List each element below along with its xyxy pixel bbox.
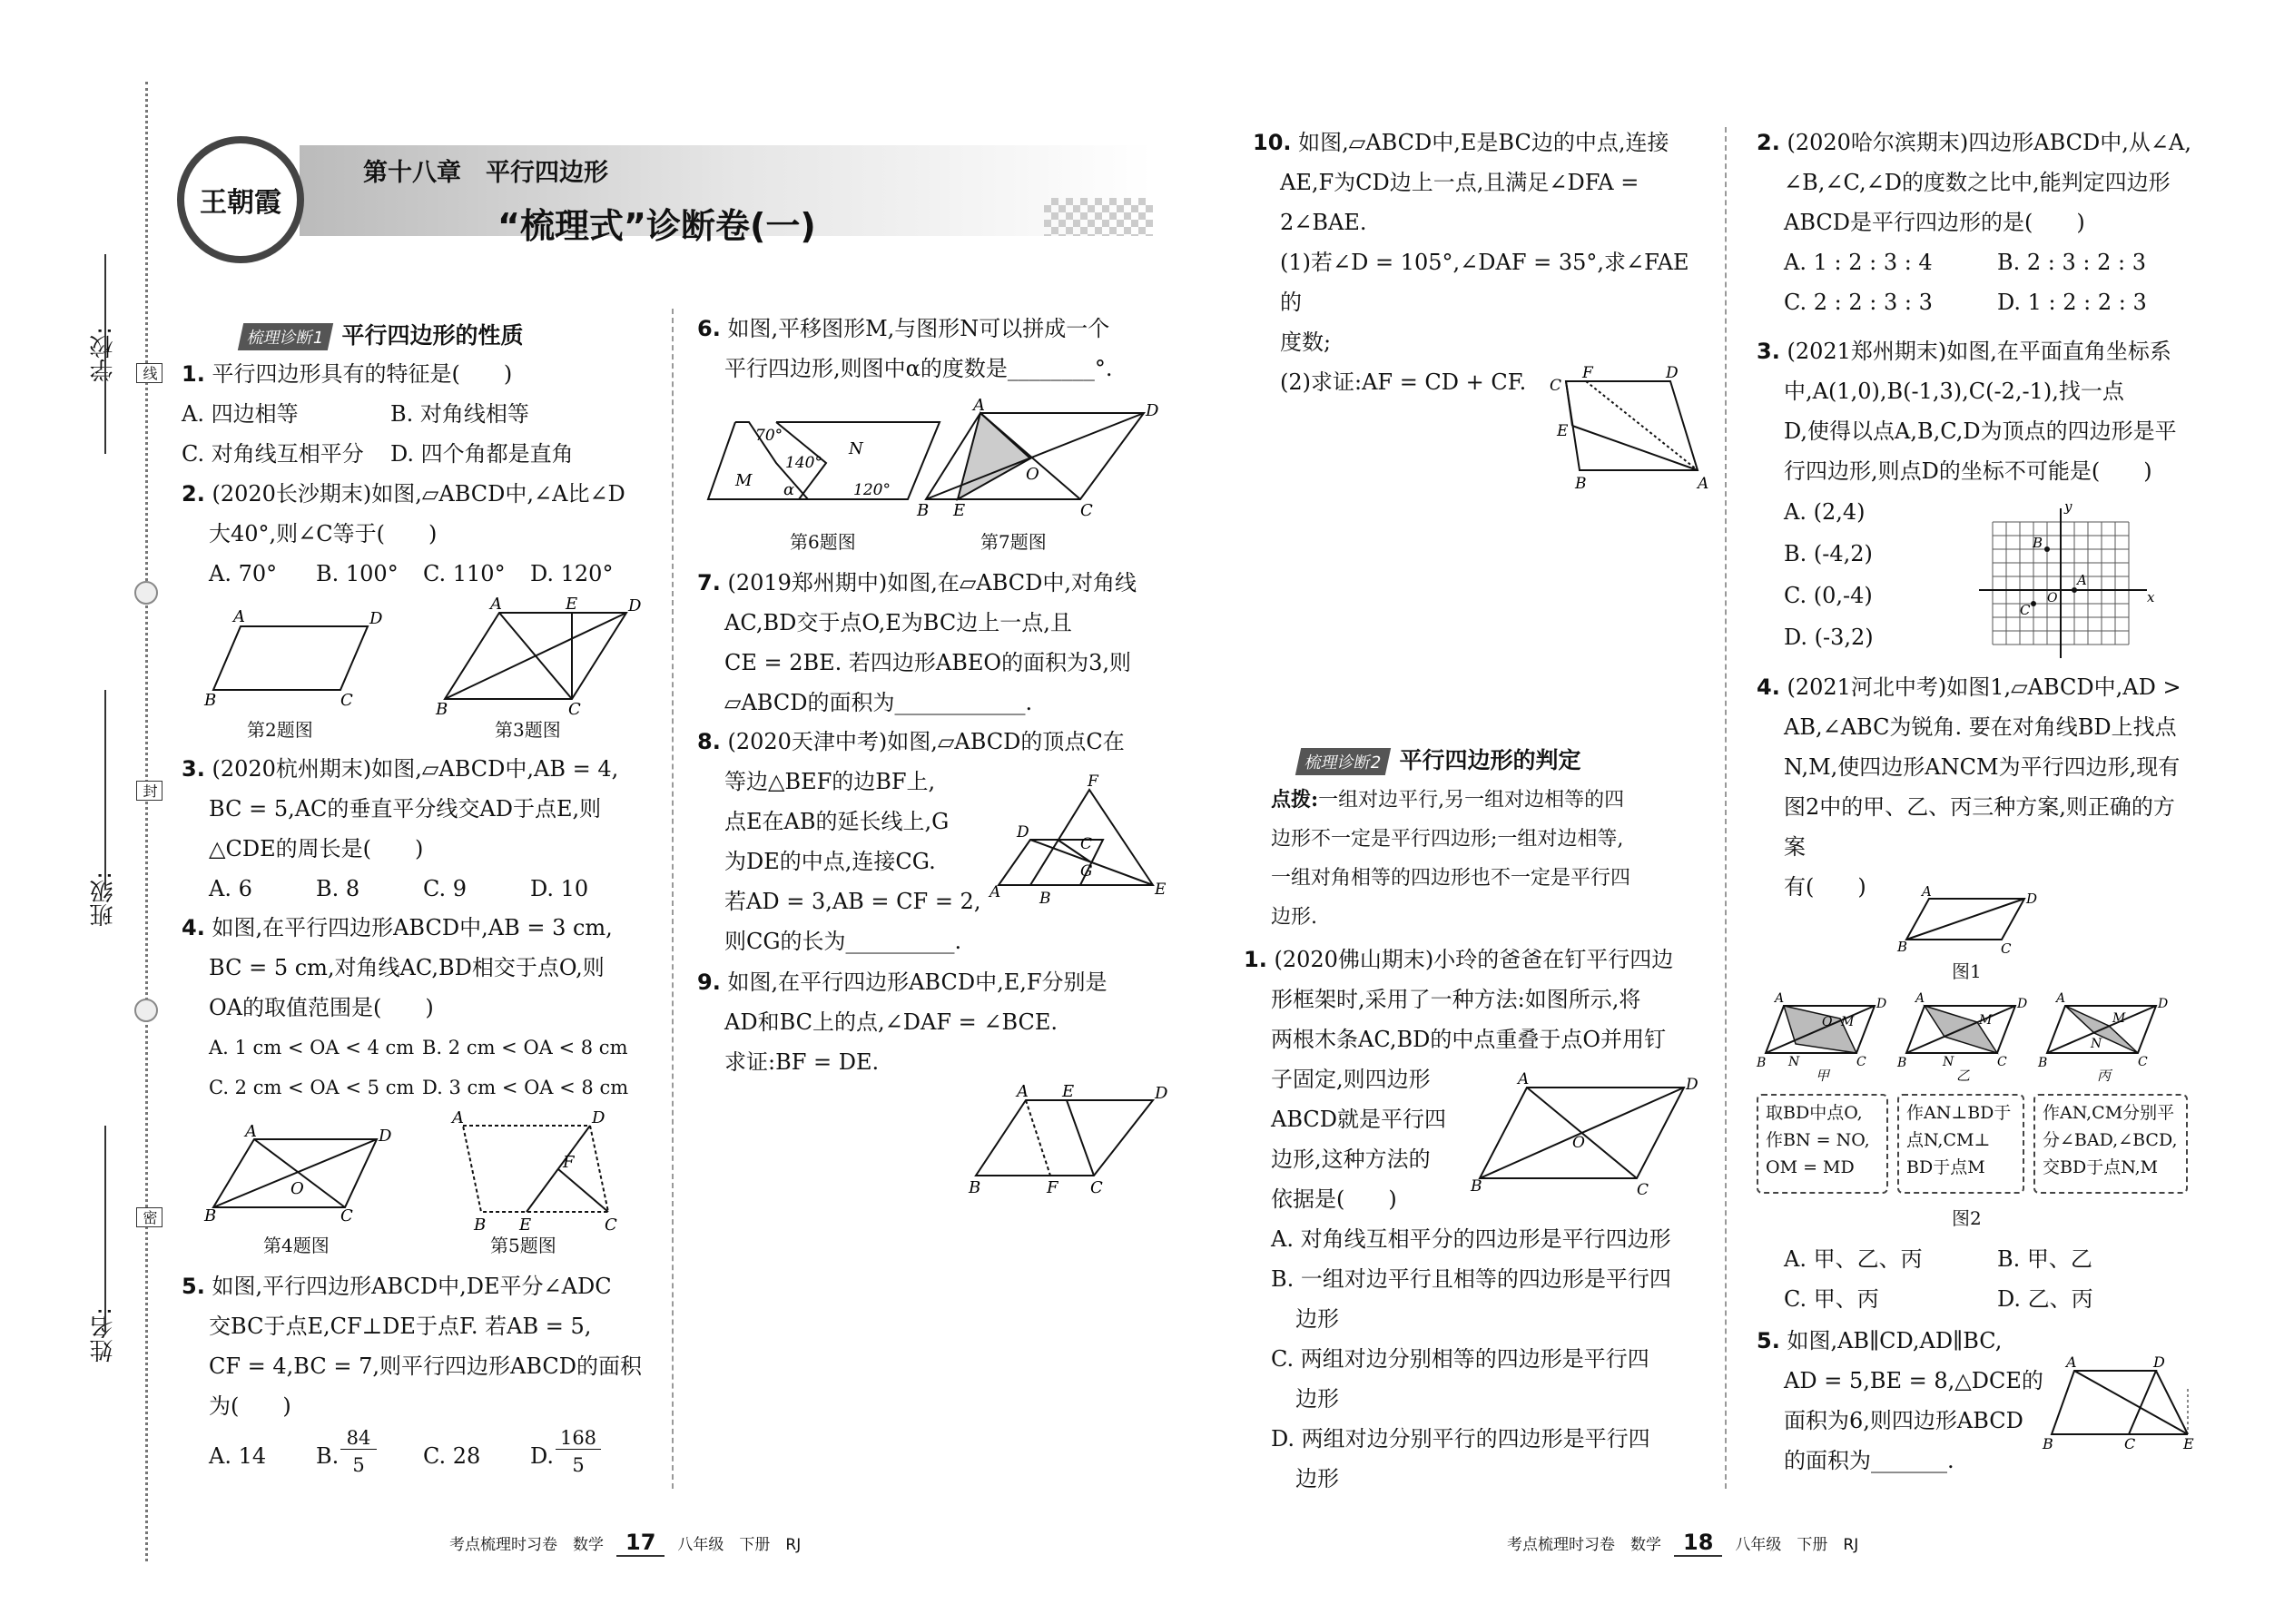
svg-text:A: A (1775, 991, 1785, 1006)
svg-text:A: A (1698, 475, 1709, 493)
svg-text:D: D (592, 1108, 605, 1127)
s2-question-1: 1. (2020佛山期末)小玲的爸爸在钉平行四边 形框架时,采用了一种方法:如图所示,将 两根木条AC,BD的中点重叠于点O并用钉 子固定,则四边形 ABCD就是平行四 边形,这种方法的 依据是( ) A. 对角线互相平分的四边形是平行四边形 B. 一组对边平行且相等的四边形是平行四 边形 C. 两组对边分别相等的四边形是平行四 边形 D. 两组对边分别平行的四边形是平行四 边形 (1244, 940, 1711, 1499)
s2q1-option-a[interactable]: A. 对角线互相平分的四边形是平行四边形 (1271, 1226, 1671, 1252)
q5-option-d[interactable]: D. (530, 1443, 555, 1469)
svg-text:C: C (2124, 1435, 2136, 1452)
svg-text:C: C (568, 700, 581, 719)
s2q1-option-b[interactable]: B. 一组对边平行且相等的四边形是平行四 (1271, 1266, 1671, 1292)
svg-text:A: A (1915, 991, 1925, 1006)
s2q4-option-b[interactable]: B. 甲、乙 (1997, 1246, 2092, 1272)
svg-text:B: B (1039, 890, 1051, 908)
q5-option-a[interactable]: A. 14 (209, 1443, 267, 1469)
svg-text:D: D (1155, 1084, 1168, 1103)
svg-text:D: D (2153, 1353, 2165, 1371)
svg-text:D: D (379, 1127, 392, 1146)
s2q1-option-d[interactable]: D. 两组对边分别平行的四边形是平行四 (1271, 1426, 1650, 1452)
figure-q9 (967, 1080, 1176, 1198)
figure-q6 (699, 413, 944, 513)
header-checker (1044, 198, 1153, 236)
figure-s2q5 (2043, 1353, 2197, 1452)
svg-text:M: M (735, 471, 753, 490)
svg-text:D: D (628, 596, 642, 615)
svg-text:E: E (953, 501, 966, 520)
svg-text:C: C (1090, 1178, 1103, 1197)
s2-question-4: 4. (2021河北中考)如图1,▱ABCD中,AD > AB,∠ABC为锐角. 要在对角线BD上找点 N,M,使四边形ANCM为平行四边形,现有 图2中的甲、乙、丙三种方案,则正确的方案 有( ) (1757, 674, 2181, 900)
s2q4-options (1784, 1239, 2192, 1319)
s2q3-option-b[interactable]: B. (-4,2) (1784, 541, 1873, 566)
svg-text:A: A (1017, 1082, 1029, 1101)
svg-text:B: B (436, 700, 448, 719)
section2-badge: 梳理诊断2 (1295, 748, 1392, 775)
q5-options: A. 14 B. 84 5 C. 28 D. 168 5 (209, 1423, 645, 1487)
section2-title: 平行四边形的判定 (1399, 747, 1581, 773)
tip-box: 点拨:一组对边平行,另一组对边相等的四 边形不一定是平行四边形;一组对边相等, 一组对角相等的四边形也不一定是平行四 边形. (1271, 788, 1631, 929)
scheme-jia-box: 取BD中点O, 作BN = NO, OM = MD (1757, 1094, 1888, 1194)
q1-option-c[interactable]: C. 对角线互相平分 (182, 441, 364, 467)
caption-fig6: 第6题图 (790, 531, 856, 553)
binding-tag-feng: 封 (136, 781, 162, 801)
question-7: 7. (2019郑州期中)如图,在▱ABCD中,对角线 AC,BD交于点O,E为BC边上一点,且 CE = 2BE. 若四边形ABEO的面积为3,则 ▱ABCD的面积为____________. (697, 570, 1137, 715)
svg-text:B: B (2038, 1056, 2048, 1070)
q2-option-d[interactable]: D. 120° (530, 561, 614, 586)
figure-s2q4-bing (2038, 989, 2174, 1084)
caption-fig4: 第4题图 (263, 1235, 330, 1256)
question-3: 3. (2020杭州期末)如图,▱ABCD中,AB = 4, BC = 5,AC的垂直平分线交AD于点E,则 △CDE的周长是( ) A. 6 B. 8 C. 9 D. 10 (182, 749, 663, 909)
q2-option-c[interactable]: C. 110° (423, 561, 506, 586)
svg-text:A: A (1518, 1070, 1530, 1088)
s2q3-option-a[interactable]: A. (2,4) (1784, 499, 1866, 525)
binding-hole (134, 999, 158, 1022)
svg-text:E: E (519, 1216, 532, 1235)
svg-text:C: C (1856, 1055, 1866, 1069)
paper-title: “梳理式”诊断卷(一) (497, 206, 816, 246)
s2q1-option-c[interactable]: C. 两组对边分别相等的四边形是平行四 (1271, 1346, 1649, 1372)
question-4: 4. 如图,在平行四边形ABCD中,AB = 3 cm, BC = 5 cm,对角线AC,BD相交于点O,则 OA的取值范围是( ) A. 1 cm < OA < 4 cm B. 2 cm < OA < 8 cm C. 2 cm < OA < 5 cm D. 3 cm < OA < 8 cm (182, 908, 663, 1107)
svg-text:O: O (1026, 465, 1039, 484)
caption-fig1: 图1 (1952, 960, 1982, 982)
svg-text:C: C (2138, 1055, 2148, 1069)
question-6: 6. 如图,平移图形M,与图形N可以拼成一个 平行四边形,则图中α的度数是________°. (697, 316, 1113, 381)
s2q4-option-d[interactable]: D. 乙、丙 (1997, 1286, 2093, 1312)
svg-text:丙: 丙 (2097, 1068, 2112, 1084)
q4-option-d[interactable]: D. 3 cm < OA < 8 cm (422, 1077, 629, 1098)
figure-q5 (445, 1107, 626, 1235)
column-divider (1725, 127, 1727, 1489)
svg-text:D: D (2017, 997, 2028, 1011)
svg-text:C: C (1637, 1181, 1649, 1199)
q1-option-b[interactable]: B. 对角线相等 (390, 401, 529, 427)
binding-tag-mi: 密 (136, 1207, 162, 1227)
svg-text:A: A (2066, 1353, 2077, 1371)
svg-text:C: C (340, 691, 353, 710)
svg-text:B: B (2043, 1435, 2053, 1452)
svg-text:A: A (989, 883, 1001, 901)
svg-text:M: M (2112, 1011, 2126, 1026)
question-9: 9. 如图,在平行四边形ABCD中,E,F分别是 AD和BC上的点,∠DAF = ∠BCE. 求证:BF = DE. (697, 969, 1108, 1075)
svg-text:O: O (2047, 591, 2058, 605)
figure-q2 (204, 604, 404, 713)
svg-text:A: A (490, 595, 502, 614)
svg-text:140°: 140° (785, 454, 822, 472)
svg-text:E: E (1062, 1082, 1075, 1101)
svg-text:D: D (1146, 401, 1159, 420)
question-2: 2. (2020长沙期末)如图,▱ABCD中,∠A比∠D 大40°,则∠C等于( ) A. 70° B. 100° C. 110° D. 120° (182, 474, 663, 594)
q4-option-b[interactable]: B. 2 cm < OA < 8 cm (422, 1037, 628, 1058)
svg-text:B: B (2033, 535, 2043, 551)
svg-text:D: D (1686, 1076, 1698, 1094)
column-divider (672, 309, 674, 1489)
svg-text:B: B (204, 691, 217, 710)
question-5: 5. 如图,平行四边形ABCD中,DE平分∠ADC 交BC于点E,CF⊥DE于点F. 若AB = 5, CF = 4,BC = 7,则平行四边形ABCD的面积 为( ) (182, 1274, 643, 1419)
figure-s2q1 (1471, 1070, 1698, 1199)
svg-text:F: F (1582, 364, 1593, 382)
svg-text:A: A (233, 607, 245, 626)
caption-fig2-scheme: 图2 (1952, 1207, 1982, 1229)
svg-text:C: C (1080, 835, 1093, 853)
svg-text:D: D (2158, 997, 2169, 1011)
class-field[interactable] (104, 690, 106, 890)
caption-fig5: 第5题图 (490, 1235, 556, 1256)
svg-text:C: C (1550, 377, 1562, 395)
binding-line (145, 82, 148, 1561)
svg-text:E: E (566, 595, 578, 614)
svg-text:C: C (1997, 1055, 2007, 1069)
class-label: 班级: (90, 871, 117, 927)
figure-q10 (1539, 363, 1729, 499)
footer-left: 考点梳理时习卷 数学 17 八年级 下册 RJ (449, 1530, 802, 1555)
s2q2-option-a[interactable]: A. 1 : 2 : 3 : 4 (1784, 250, 1933, 275)
s2-question-2: 2. (2020哈尔滨期末)四边形ABCD中,从∠A, ∠B,∠C,∠D的度数之比中,能判定四边形 ABCD是平行四边形的是( ) A. 1 : 2 : 3 : 4 B. 2 : 3 : 2 : 3 C. 2 : 2 : 3 : 3 D. 1 : 2 : 2 : 3 (1757, 123, 2192, 322)
s2q3-option-d[interactable]: D. (-3,2) (1784, 625, 1874, 650)
svg-text:F: F (1088, 773, 1098, 791)
q1-option-a[interactable]: A. 四边相等 (182, 401, 299, 427)
binding-tag-xian: 线 (136, 363, 162, 383)
q2-option-b[interactable]: B. 100° (316, 561, 399, 586)
svg-text:M: M (1841, 1015, 1855, 1029)
svg-text:α: α (783, 480, 795, 499)
caption-fig7: 第7题图 (980, 531, 1047, 553)
q3-option-c[interactable]: C. 9 (423, 876, 468, 901)
svg-text:A: A (973, 396, 985, 415)
chapter-title: 第十八章 平行四边形 (363, 159, 608, 187)
svg-text:E: E (1155, 881, 1167, 899)
svg-text:D: D (2026, 891, 2038, 907)
svg-text:A: A (245, 1122, 257, 1141)
svg-text:N: N (1788, 1055, 1800, 1069)
svg-text:B: B (969, 1178, 981, 1197)
q5-option-c[interactable]: C. 28 (423, 1443, 481, 1469)
svg-text:B: B (1897, 939, 1908, 955)
svg-text:D: D (369, 609, 383, 628)
svg-text:B: B (1897, 1056, 1907, 1070)
svg-text:B: B (1575, 475, 1587, 493)
question-1: 1. 平行四边形具有的特征是( ) A. 四边相等 B. 对角线相等 C. 对角线互相平分 D. 四个角都是直角 (182, 354, 654, 474)
footer-right: 考点梳理时习卷 数学 18 八年级 下册 RJ (1507, 1530, 1859, 1555)
s2q4-option-c[interactable]: C. 甲、丙 (1784, 1286, 1879, 1312)
figure-s2q3-grid (1974, 495, 2156, 663)
question-10: 10. 如图,▱ABCD中,E是BC边的中点,连接 AE,F为CD边上一点,且满足∠DFA = 2∠BAE. (1)若∠D = 105°,∠DAF = 35°,求∠FAE的 度数; (2)求证:AF = CD + CF. (1253, 130, 1689, 395)
section1-title: 平行四边形的性质 (341, 322, 524, 349)
caption-fig3: 第3题图 (495, 719, 561, 741)
page-number-18: 18 (1674, 1530, 1722, 1557)
name-field[interactable] (104, 1126, 106, 1334)
svg-text:N: N (2091, 1037, 2102, 1051)
svg-text:C: C (2001, 940, 2012, 957)
svg-text:D: D (1017, 823, 1029, 842)
scheme-yi-box: 作AN⊥BD于 点N,CM⊥ BD于点M (1897, 1094, 2024, 1194)
svg-text:甲: 甲 (1816, 1068, 1830, 1084)
svg-text:A: A (1922, 883, 1932, 900)
q5-option-b[interactable]: B. (316, 1443, 340, 1469)
page-number-17: 17 (616, 1530, 665, 1557)
svg-text:C: C (1080, 501, 1093, 520)
figure-q7 (917, 396, 1159, 520)
svg-text:B: B (1471, 1177, 1482, 1196)
svg-text:M: M (1979, 1013, 1993, 1028)
svg-text:A: A (2056, 991, 2066, 1006)
brand-logo-text: 王朝霞 (200, 187, 281, 219)
svg-text:D: D (1666, 364, 1679, 382)
q3-option-b[interactable]: B. 8 (316, 876, 360, 901)
brand-logo (177, 136, 304, 263)
q3-option-d[interactable]: D. 10 (530, 876, 589, 901)
svg-text:C: C (605, 1216, 617, 1235)
svg-text:N: N (1943, 1055, 1954, 1069)
svg-text:B: B (1757, 1056, 1767, 1070)
s2q4-option-a[interactable]: A. 甲、乙、丙 (1784, 1246, 1923, 1272)
s2q2-option-c[interactable]: C. 2 : 2 : 3 : 3 (1784, 290, 1933, 315)
name-label: 姓名: (90, 1307, 117, 1363)
s2q2-option-b[interactable]: B. 2 : 3 : 2 : 3 (1997, 250, 2147, 275)
s2q2-option-d[interactable]: D. 1 : 2 : 2 : 3 (1997, 290, 2147, 315)
svg-text:x: x (2147, 589, 2155, 605)
s2-question-3: 3. (2021郑州期末)如图,在平面直角坐标系 中,A(1,0),B(-1,3),C(-2,-1),找一点 D,使得以点A,B,C,D为顶点的四边形是平 行四边形,则点D的坐标不可能是( ) A. (2,4) B. (-4,2) C. (0,-4) D. (-3,2) (1757, 331, 2192, 658)
svg-text:70°: 70° (755, 427, 783, 445)
svg-text:G: G (1080, 862, 1093, 881)
q3-option-a[interactable]: A. 6 (209, 876, 252, 901)
svg-text:乙: 乙 (1956, 1068, 1971, 1084)
svg-text:O: O (1572, 1134, 1585, 1152)
caption-fig2: 第2题图 (247, 719, 313, 741)
svg-text:D: D (1876, 997, 1887, 1011)
q4-option-c[interactable]: C. 2 cm < OA < 5 cm (209, 1077, 415, 1098)
svg-text:B: B (204, 1206, 217, 1225)
school-label: 学校: (90, 327, 117, 382)
section2-heading (1298, 743, 1580, 775)
section1-badge: 梳理诊断1 (238, 323, 334, 350)
svg-text:E: E (2183, 1435, 2194, 1452)
svg-text:C: C (340, 1206, 353, 1225)
svg-text:E: E (1557, 422, 1569, 440)
svg-text:C: C (2020, 602, 2031, 618)
figure-q8 (989, 772, 1167, 908)
scheme-bing-box: 作AN,CM分别平 分∠BAD,∠BCD, 交BD于点N,M (2033, 1094, 2188, 1194)
svg-text:B: B (917, 501, 930, 520)
svg-text:120°: 120° (853, 481, 891, 499)
svg-text:A: A (452, 1108, 464, 1127)
s2q3-option-c[interactable]: C. (0,-4) (1784, 583, 1873, 608)
question-8: 8. (2020天津中考)如图,▱ABCD的顶点C在 等边△BEF的边BF上, 点E在AB的延长线上,G 为DE的中点,连接CG. 若AD = 3,AB = CF = 2, 则CG的长为__________. (697, 729, 1125, 954)
figure-q4 (204, 1121, 404, 1225)
svg-text:O: O (290, 1179, 304, 1198)
q1-option-d[interactable]: D. 四个角都是直角 (390, 441, 574, 467)
q4-option-a[interactable]: A. 1 cm < OA < 4 cm (209, 1037, 415, 1058)
figure-s2q4-jia (1757, 989, 1893, 1084)
figure-s2q4-fig1 (1897, 883, 2038, 957)
svg-text:N: N (849, 439, 863, 458)
svg-text:A: A (2077, 572, 2087, 588)
section1-heading (241, 318, 523, 350)
svg-text:F: F (1047, 1178, 1058, 1197)
svg-text:F: F (563, 1153, 575, 1172)
s2-question-5: 5. 如图,AB∥CD,AD∥BC, AD = 5,BE = 8,△DCE的 面积为6,则四边形ABCD 的面积为_______. (1757, 1328, 2043, 1473)
svg-text:O: O (1822, 1015, 1833, 1029)
figure-s2q4-yi (1897, 989, 2033, 1084)
figure-q3 (436, 595, 645, 717)
binding-hole (134, 581, 158, 605)
svg-text:B: B (474, 1216, 487, 1235)
q2-option-a[interactable]: A. 70° (209, 561, 278, 586)
svg-text:y: y (2064, 498, 2072, 515)
school-field[interactable] (104, 254, 106, 454)
